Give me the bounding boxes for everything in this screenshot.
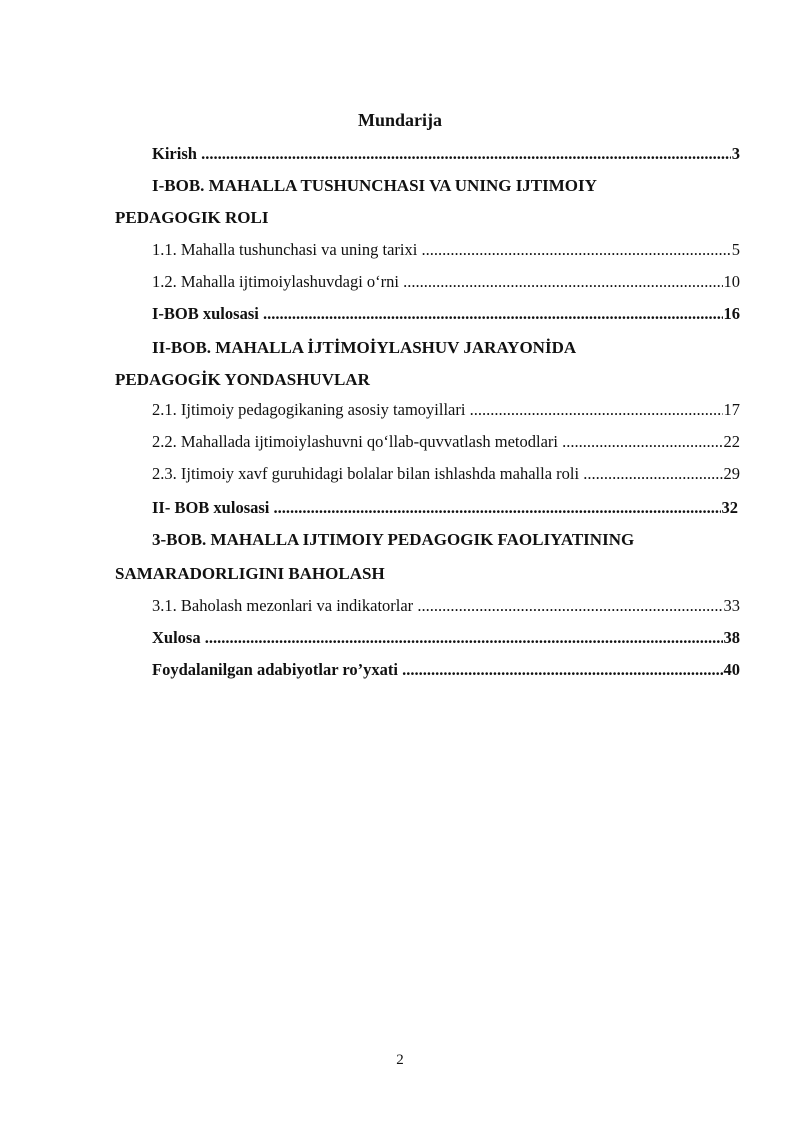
toc-entry-page: 32	[721, 496, 739, 520]
page-number: 2	[396, 1052, 404, 1068]
toc-entry-text: 1.1. Mahalla tushunchasi va uning tarixi .....	[152, 240, 740, 259]
toc-entry-kirish[interactable]	[152, 142, 740, 166]
toc-entry-page: 10	[723, 270, 741, 294]
toc-entry-text: I-BOB xulosasi .....	[152, 304, 740, 323]
chapter-2-heading-continuation[interactable]: PEDAGOGİK YONDASHUVLAR	[115, 370, 370, 389]
toc-entry-text: 2.1. Ijtimoiy pedagogikaning asosiy tamoyillari .....	[152, 400, 740, 419]
chapter-1-heading-continuation[interactable]: PEDAGOGIK ROLI	[115, 208, 269, 227]
toc-entry-text: Kirish .....	[152, 144, 740, 163]
toc-entry-text: II- BOB xulosasi .....	[152, 498, 738, 517]
toc-entry-2-2[interactable]	[152, 430, 740, 454]
toc-entry-page: 40	[723, 658, 741, 682]
toc-entry-page: 38	[723, 626, 741, 650]
toc-entry-1-2[interactable]	[152, 270, 740, 294]
toc-entry-text: 2.2. Mahallada ijtimoiylashuvni qo‘llab-quvvatlash metodlari .....	[152, 432, 740, 451]
toc-entry-text: 2.3. Ijtimoiy xavf guruhidagi bolalar bilan ishlashda mahalla roli .....	[152, 464, 740, 483]
toc-entry-2-3[interactable]	[152, 462, 740, 486]
toc-entry-1-1[interactable]	[152, 238, 740, 262]
page-title: Mundarija	[357, 110, 442, 130]
toc-entry-page: 5	[731, 238, 740, 262]
toc-entry-adabiyotlar[interactable]	[152, 658, 740, 682]
toc-entry-page: 16	[723, 302, 741, 326]
toc-entry-page: 3	[731, 142, 740, 166]
chapter-2-heading[interactable]: II-BOB. MAHALLA İJTİMOİYLASHUV JARAYONİDA	[152, 338, 577, 357]
toc-entry-text: Foydalanilgan adabiyotlar ro’yxati .....	[152, 660, 740, 679]
toc-entry-ch1-summary[interactable]	[152, 302, 740, 326]
toc-entry-text: 1.2. Mahalla ijtimoiylashuvdagi o‘rni .....	[152, 272, 740, 291]
toc-entry-page: 29	[723, 462, 741, 486]
toc-entry-page: 17	[723, 398, 741, 422]
chapter-1-heading[interactable]: I-BOB. MAHALLA TUSHUNCHASI VA UNING IJTIMOIY	[152, 176, 597, 195]
chapter-3-heading-continuation[interactable]: SAMARADORLIGINI BAHOLASH	[115, 564, 385, 583]
toc-entry-page: 33	[723, 594, 741, 618]
toc-entry-text: 3.1. Baholash mezonlari va indikatorlar .....	[152, 596, 740, 615]
toc-entry-page: 22	[723, 430, 741, 454]
toc-entry-3-1[interactable]	[152, 594, 740, 618]
toc-entry-2-1[interactable]	[152, 398, 740, 422]
toc-entry-xulosa[interactable]	[152, 626, 740, 650]
toc-entry-text: Xulosa .....	[152, 628, 740, 647]
chapter-3-heading[interactable]: 3-BOB. MAHALLA IJTIMOIY PEDAGOGIK FAOLIYATINING	[152, 530, 635, 549]
toc-entry-ch2-summary[interactable]	[152, 496, 738, 520]
